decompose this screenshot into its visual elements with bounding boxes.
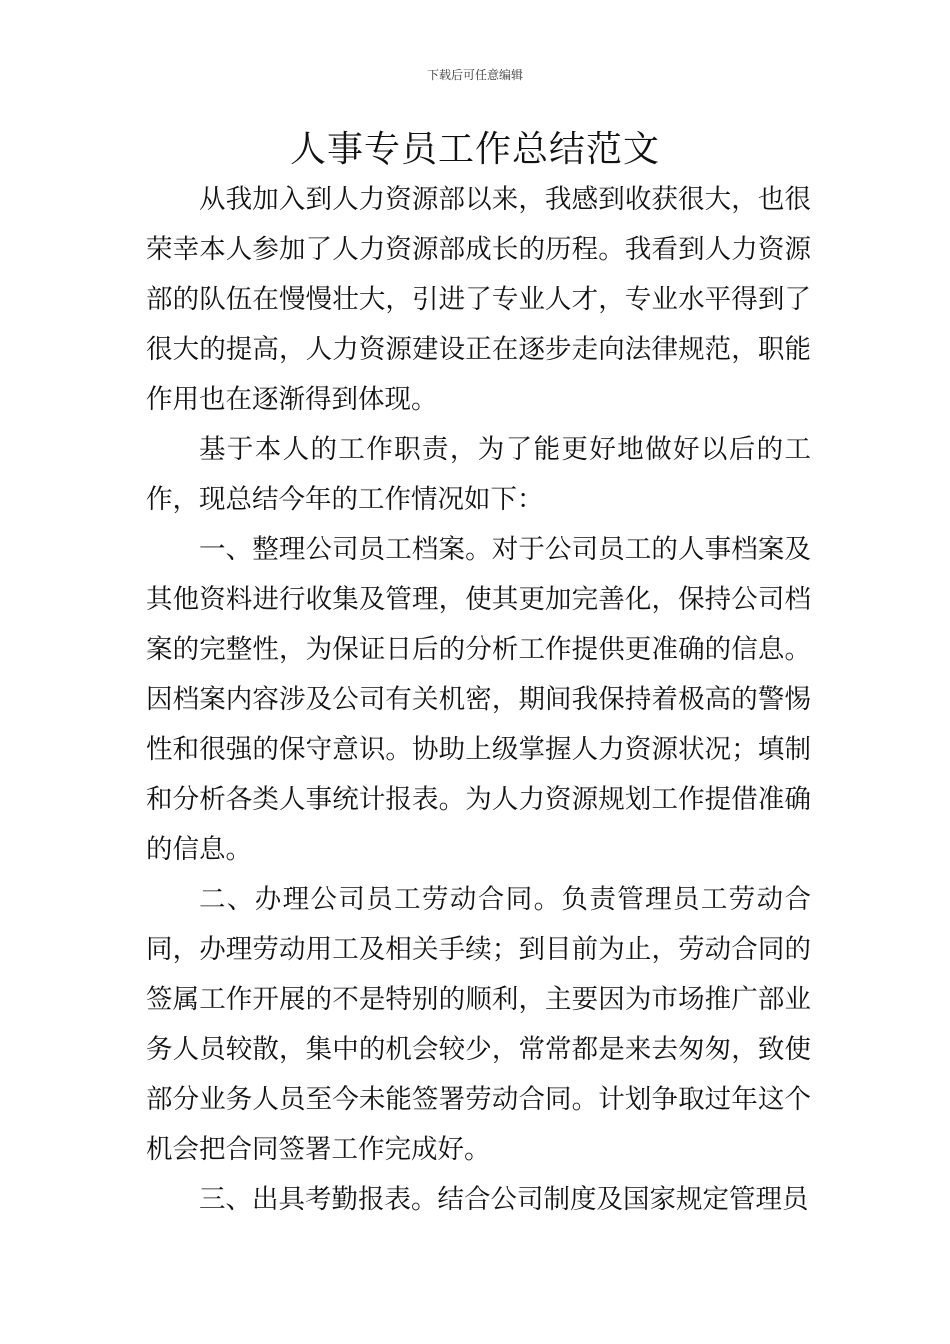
- header-note: 下载后可任意编辑: [426, 68, 523, 82]
- paragraph-section-1: 一、整理公司员工档案。对于公司员工的人事档案及其他资料进行收集及管理，使其更加完善化，保持公司档案的完整性，为保证日后的分析工作提供更准确的信息。因档案内容涉及公司有关机密，期间我保持着极高的警惕性和很强的保守意识。协助上级掌握人力资源状况；填制和分析各类人事统计报表。为人力资源规划工作提借准确的信息。: [146, 534, 811, 865]
- paragraph-summary-lead: 基于本人的工作职责，为了能更好地做好以后的工作，现总结今年的工作情况如下：: [146, 434, 811, 515]
- document-title: 人事专员工作总结范文: [289, 129, 660, 170]
- paragraph-section-3: 三、出具考勤报表。结合公司制度及国家规定管理员: [199, 1184, 809, 1215]
- paragraph-section-2: 二、办理公司员工劳动合同。负责管理员工劳动合同，办理劳动用工及相关手续；到目前为止，劳动合同的签属工作开展的不是特别的顺利，主要因为市场推广部业务人员较散，集中的机会较少，常常都是来去匆匆，致使部分业务人员至今未能签署劳动合同。计划争取过年这个机会把合同签署工作完成好。: [146, 884, 811, 1165]
- paragraph-intro: 从我加入到人力资源部以来，我感到收获很大，也很荣幸本人参加了人力资源部成长的历程。我看到人力资源部的队伍在慢慢壮大，引进了专业人才，专业水平得到了很大的提高，人力资源建设正在逐步走向法律规范，职能作用也在逐渐得到体现。: [146, 184, 811, 415]
- document-body: [146, 175, 811, 1225]
